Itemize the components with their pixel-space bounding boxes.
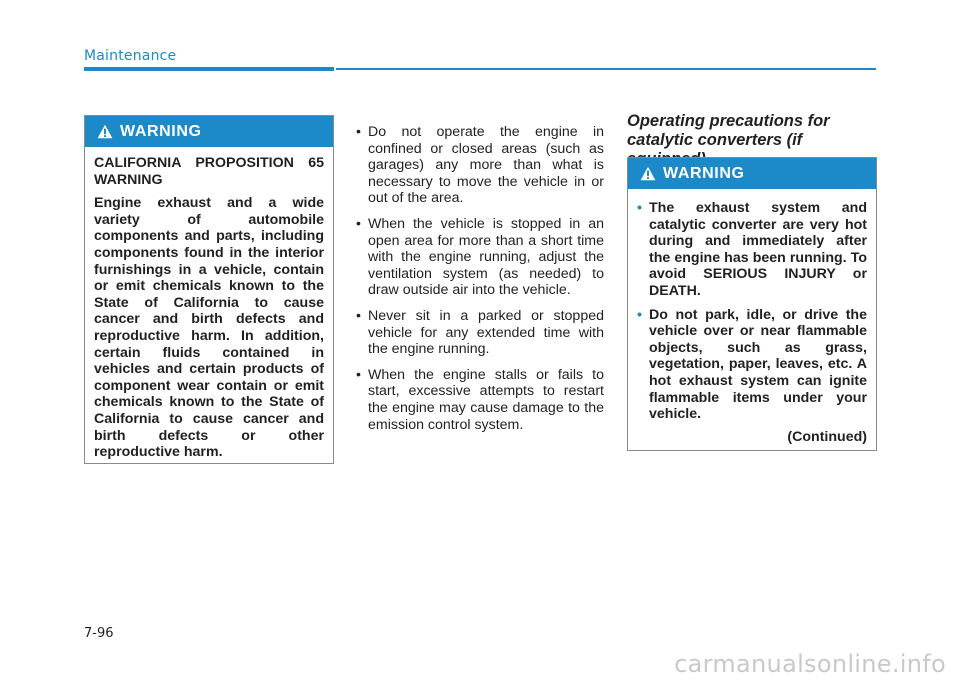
warning-header	[85, 116, 333, 147]
bullet-glyph: •	[356, 215, 361, 232]
bullet-glyph: •	[356, 307, 361, 324]
warning-title: WARNING	[663, 164, 745, 182]
list-item-text: When the engine stalls or fails to start, excessive attempts to restart the engine may cause damage to the emission control system.	[368, 366, 604, 433]
warning-body	[628, 189, 876, 455]
watermark: carmanualsonline.info	[674, 650, 946, 678]
warning-body	[85, 147, 333, 471]
warning-bullet-list	[637, 200, 867, 423]
list-item-text: The exhaust system and catalytic converter are very hot during and immediately after the engine has been running. To avoid SERIOUS INJURY or DEATH.	[649, 200, 867, 299]
list-item	[356, 367, 604, 433]
header-rule-thin	[336, 68, 876, 70]
list-item	[637, 307, 867, 423]
list-item-text: When the vehicle is stopped in an open area for more than a short time with the engine running, adjust the ventilation system (as needed) to draw outside air into the vehicle.	[368, 215, 604, 299]
list-item-text: Never sit in a parked or stopped vehicle for any extended time with the engine running.	[368, 307, 604, 358]
warning-header	[628, 158, 876, 189]
warning-heading: CALIFORNIA PROPOSITION 65 WARNING	[94, 155, 324, 188]
list-item-text: Do not operate the engine in confined or closed areas (such as garages) any more than what is necessary to move the vehicle in or out of the area.	[368, 124, 604, 207]
california-warning-box	[84, 115, 334, 464]
bullet-glyph: •	[637, 306, 642, 323]
warning-paragraph: Engine exhaust and a wide variety of automobile components and parts, including components found in the interior furnishings in a vehicle, contain or emit chemicals known to the State of California to cause cancer and birth defects and reproductive harm. In addition, certain fluids contained in vehicles and certain products of component wear contain or emit chemicals known to the State of California to cause cancer and birth defects or other reproductive harm.	[94, 195, 324, 461]
bullet-glyph: •	[637, 200, 642, 216]
header-rule-thick	[84, 67, 334, 71]
section-header-label: Maintenance	[84, 48, 177, 64]
continued-label: (Continued)	[787, 428, 867, 445]
warning-triangle-icon	[97, 124, 113, 139]
list-item	[356, 124, 604, 207]
list-item	[356, 216, 604, 299]
catalytic-converter-warning-box	[627, 157, 877, 451]
list-item	[637, 200, 867, 300]
bullet-glyph: •	[356, 366, 361, 383]
warning-triangle-icon	[640, 166, 656, 181]
section-title: Operating precautions for catalytic converters (if	[627, 112, 830, 149]
warning-title: WARNING	[120, 122, 202, 140]
engine-precautions-list	[356, 124, 604, 433]
list-item	[356, 308, 604, 358]
list-item-text: Do not park, idle, or drive the vehicle over or near flammable objects, such as grass, vegetation, paper, leaves, etc. A hot exhaust system can ignite flammable items under your vehicle.	[649, 306, 867, 423]
page-number: 7-96	[84, 626, 114, 641]
bullet-glyph: •	[356, 124, 361, 140]
